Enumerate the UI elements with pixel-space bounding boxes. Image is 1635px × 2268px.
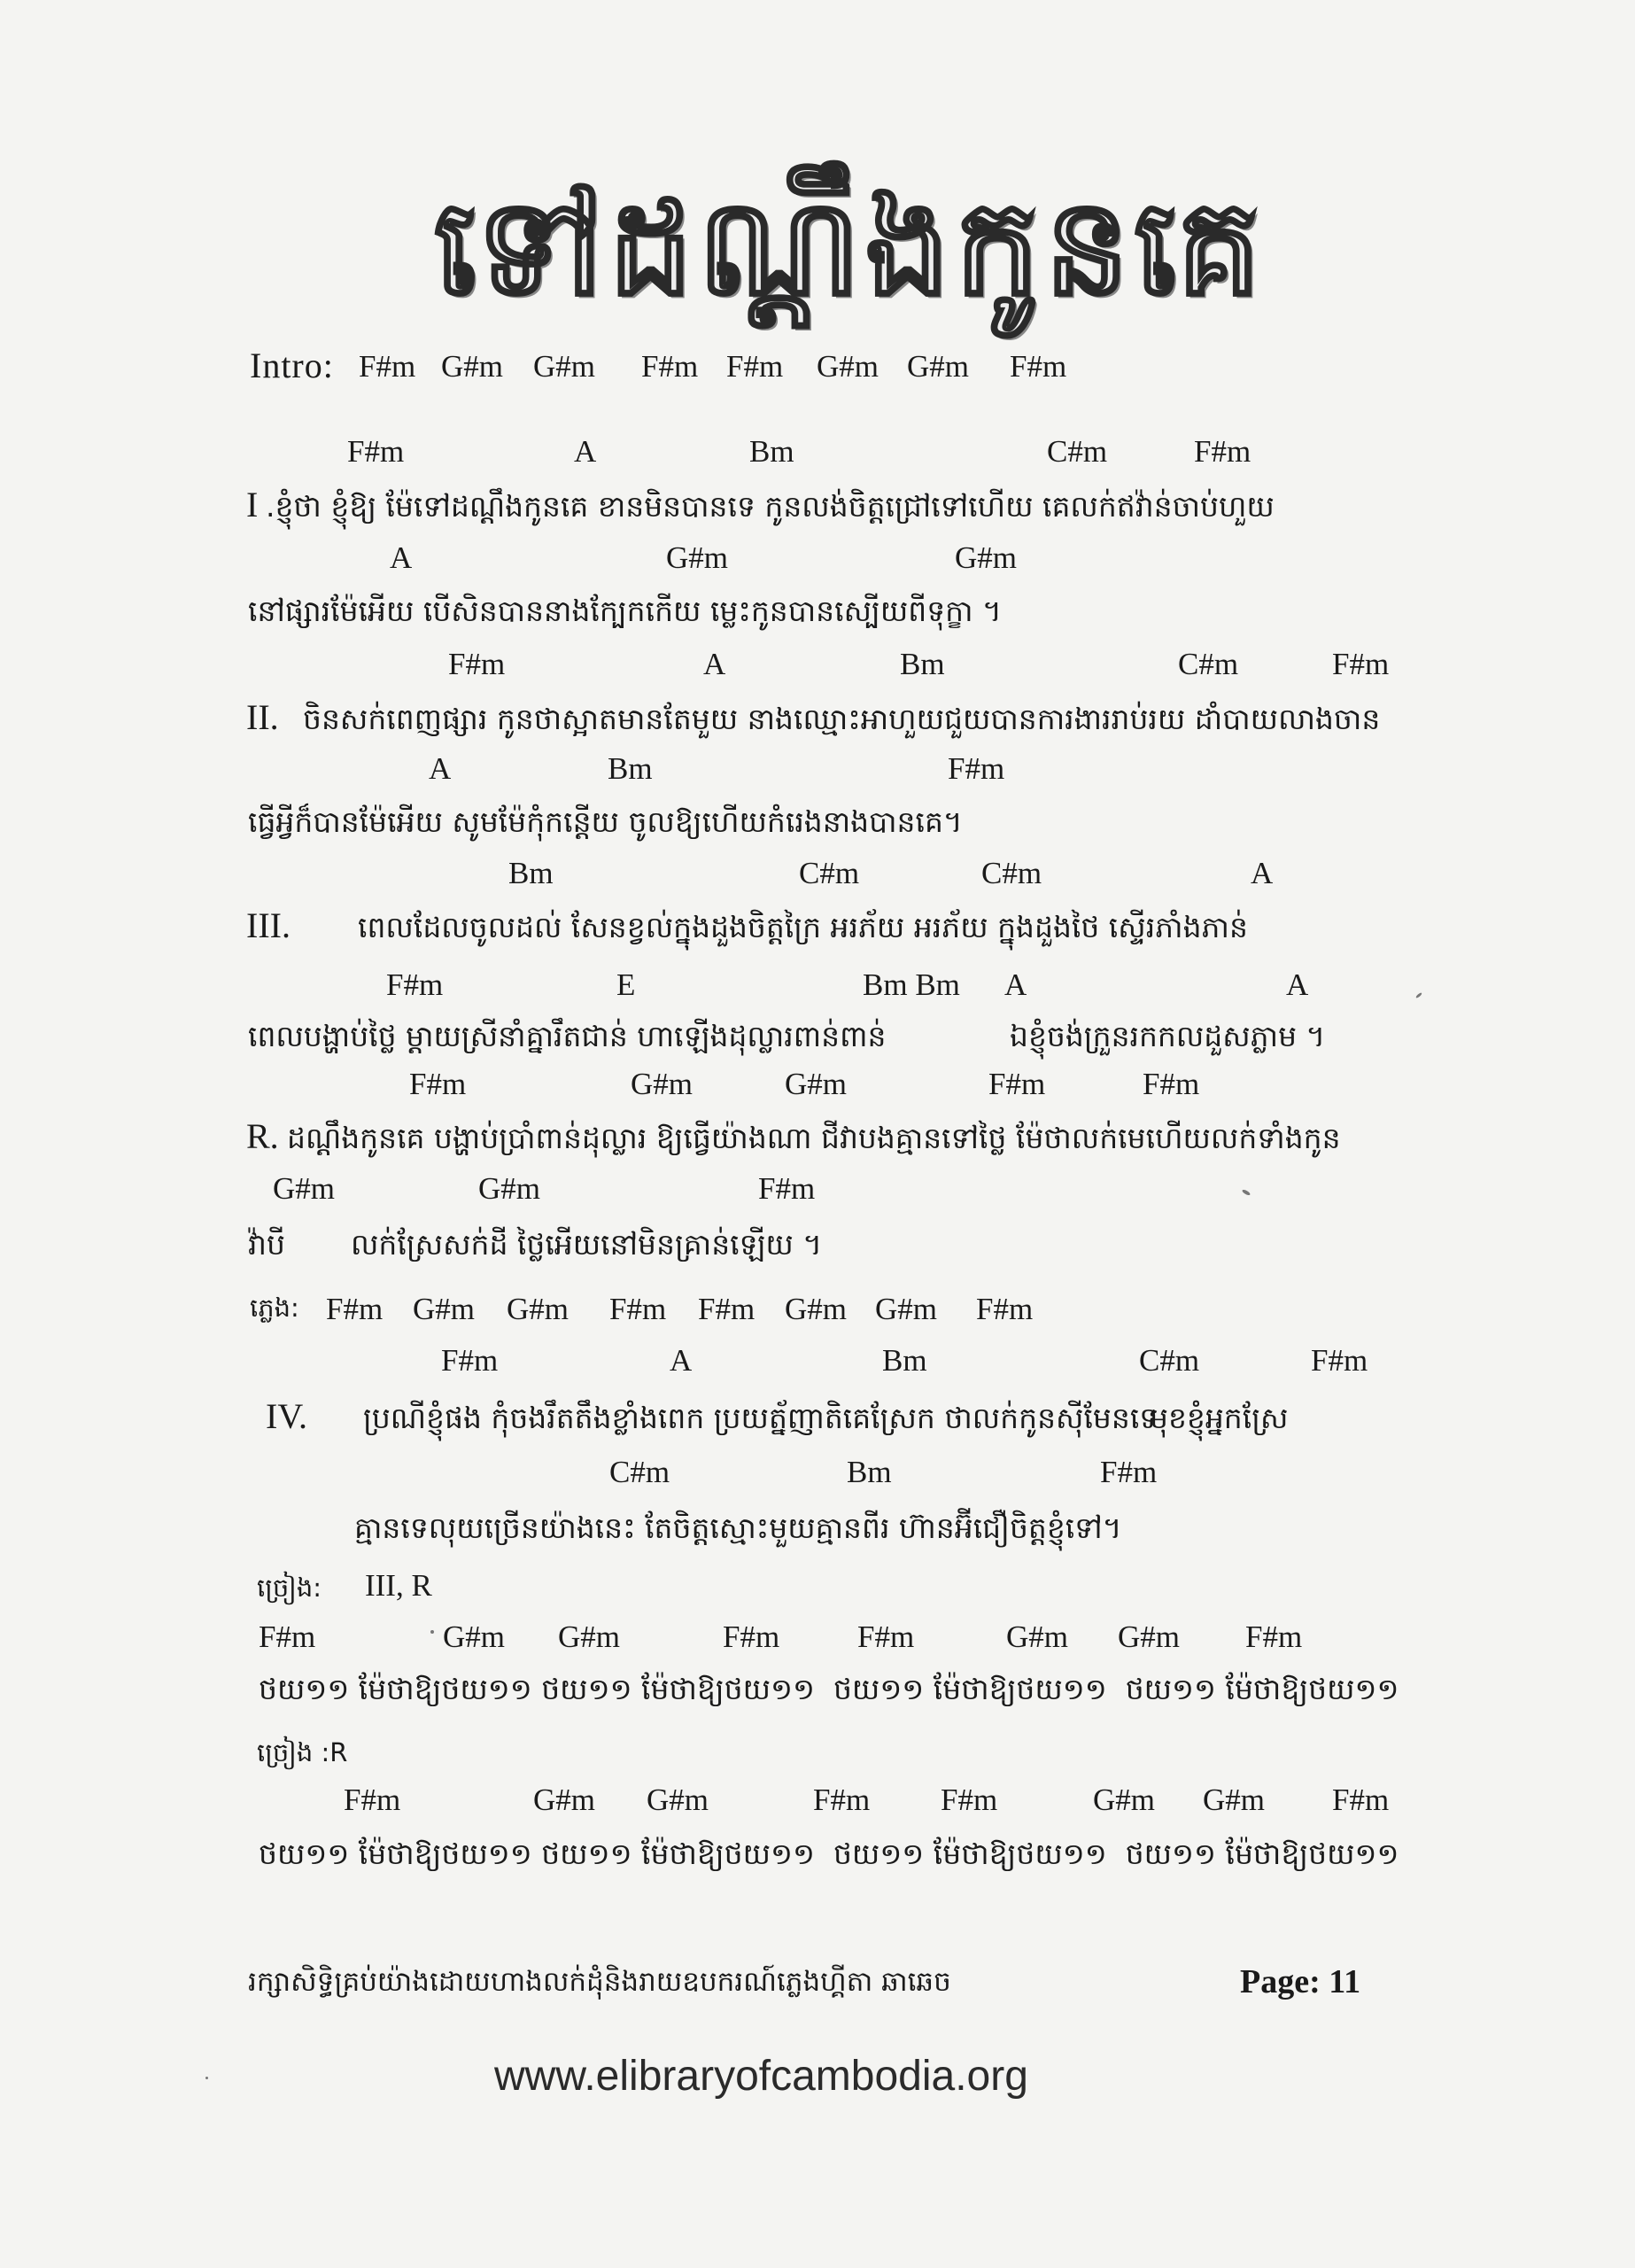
chord: Bm <box>900 647 945 681</box>
chord: Bm <box>749 434 794 469</box>
chord: A <box>1004 967 1027 1002</box>
chord: A <box>390 540 413 575</box>
chord: Bm Bm <box>863 967 960 1002</box>
interlude-label: ភ្លេង: <box>250 1293 299 1323</box>
chord: C#m <box>609 1455 670 1489</box>
refrain-label: R. <box>246 1116 279 1156</box>
chord: G#m <box>1203 1783 1265 1817</box>
chord: F#m <box>441 1343 499 1378</box>
lyric-line: .ខ្ញុំថា ខ្ញុំឱ្យ ម៉ែទៅដណ្ដឹងកូនគេ ខានមិនបានទេ កូនលង់ចិត្តជ្រៅទៅហើយ គេលក់ឥវ៉ាន់ចាប់ហួយ <box>266 489 1275 524</box>
chord: F#m <box>409 1067 467 1101</box>
chord: F#m <box>347 434 405 469</box>
intro-chord: G#m <box>441 349 503 384</box>
chord: A <box>1286 967 1309 1002</box>
website-url[interactable]: www.elibraryofcambodia.org <box>494 2053 1028 2100</box>
chord: G#m <box>273 1171 335 1206</box>
intro-chord: F#m <box>1010 349 1067 384</box>
chord: F#m <box>948 751 1005 786</box>
intro-chord: G#m <box>907 349 969 384</box>
interlude-chord: F#m <box>326 1292 384 1326</box>
lyric-line: ចិនសក់ពេញផ្សារ កូនថាស្អាតមានតែមួយ នាងឈ្មោះអាហួយជួយបានការងាររាប់រយ ដាំបាយលាងចាន <box>303 702 1381 736</box>
song-title: ទៅដណ្ដឹងកូនគេ <box>434 171 1267 325</box>
chord: F#m <box>448 647 506 681</box>
lyric-line: ថយ១១ ម៉ែថាឱ្យថយ១១ ថយ១១ ម៉ែថាឱ្យថយ១១ ថយ១១ ម៉ែថាឱ្យថយ១១ ថយ១១ ម៉ែថាឱ្យថយ១១ <box>259 1837 1399 1871</box>
chord: Bm <box>508 856 554 890</box>
chord: G#m <box>533 1783 595 1817</box>
chord: A <box>574 434 597 469</box>
chord: G#m <box>558 1619 620 1654</box>
lyric-line: វ៉ាបី <box>248 1227 285 1262</box>
interlude-chord: F#m <box>976 1292 1034 1326</box>
chord: F#m <box>1245 1619 1303 1654</box>
verse-label: I <box>246 485 259 524</box>
chord: F#m <box>857 1619 915 1654</box>
chord: A <box>1251 856 1274 890</box>
chord: F#m <box>813 1783 871 1817</box>
chord: F#m <box>988 1067 1046 1101</box>
intro-chord: G#m <box>817 349 879 384</box>
copyright-note: រក្សាសិទ្ធិគ្រប់យ៉ាងដោយហាងលក់ដុំនិងរាយឧបករណ៍ភ្លេងហ្គីតា ឆាឆេច <box>248 1966 951 1998</box>
intro-label: Intro: <box>250 346 334 385</box>
chord: G#m <box>666 540 728 575</box>
chord: F#m <box>386 967 444 1002</box>
interlude-chord: G#m <box>785 1292 847 1326</box>
intro-chord: F#m <box>359 349 416 384</box>
scan-speck <box>1242 1189 1251 1196</box>
chord: C#m <box>1139 1343 1200 1378</box>
lyric-line: ដណ្ដឹងកូនគេ បង្ហាប់ប្រាំពាន់ដុល្លារ ឱ្យធ្វើយ៉ាងណា ជីវាបងគ្មានទៅថ្លៃ ម៉ែថាលក់មេហើយលក់ទាំងកូន <box>287 1121 1341 1155</box>
chord: G#m <box>443 1619 505 1654</box>
interlude-chord: F#m <box>698 1292 756 1326</box>
chord: F#m <box>1143 1067 1200 1101</box>
lyric-line: លក់ស្រែសក់ដី ថ្លៃអើយនៅមិនគ្រាន់ឡើយ ។ <box>351 1227 823 1262</box>
chord: G#m <box>785 1067 847 1101</box>
lyric-line: ថយ១១ ម៉ែថាឱ្យថយ១១ ថយ១១ ម៉ែថាឱ្យថយ១១ ថយ១១ ម៉ែថាឱ្យថយ១១ ថយ១១ ម៉ែថាឱ្យថយ១១ <box>259 1672 1399 1706</box>
interlude-chord: G#m <box>413 1292 475 1326</box>
chord: F#m <box>1332 1783 1390 1817</box>
scan-speck <box>430 1630 434 1634</box>
intro-chord: G#m <box>533 349 595 384</box>
chord: F#m <box>1332 647 1390 681</box>
chord: G#m <box>1093 1783 1155 1817</box>
chord: F#m <box>1100 1455 1158 1489</box>
interlude-chord: G#m <box>875 1292 937 1326</box>
lyric-line: ឯខ្ញុំចង់ក្រួនរកកលដួសភ្លាម ។ <box>1010 1019 1326 1053</box>
scan-speck <box>1415 992 1422 998</box>
chord: F#m <box>259 1619 316 1654</box>
lyric-line: ពេលដែលចូលដល់ សែនខ្វល់ក្នុងដួងចិត្តក្រៃ អរភ័យ អរភ័យ ក្នុងដួងថៃ ស្ទើរភាំងភាន់ <box>358 910 1248 944</box>
chord: G#m <box>647 1783 709 1817</box>
chord: C#m <box>1047 434 1108 469</box>
sing-label: ច្រៀង :R <box>257 1737 348 1767</box>
chord: F#m <box>1311 1343 1368 1378</box>
chord: C#m <box>1178 647 1239 681</box>
lyric-line: គ្មានទេលុយច្រើនយ៉ាងនេះ តែចិត្តស្មោះមួយគ្មានពីរ ហ៊ានអ៊ីជឿចិត្តខ្ញុំទៅ។ <box>354 1511 1122 1545</box>
verse-label: II. <box>246 697 279 737</box>
chord: F#m <box>758 1171 816 1206</box>
chord: F#m <box>1194 434 1251 469</box>
intro-chord: F#m <box>641 349 699 384</box>
intro-chord: F#m <box>726 349 784 384</box>
chord: G#m <box>1118 1619 1180 1654</box>
chord: F#m <box>723 1619 780 1654</box>
lyric-line: ប្រណីខ្ញុំផង កុំចងរឹតតឹងខ្លាំងពេក ប្រយត្ន័ញាតិគេស្រែក ថាលក់កូនស៊ីមែនទេ <box>363 1401 1158 1435</box>
chord: C#m <box>799 856 860 890</box>
chord: Bm <box>882 1343 927 1378</box>
verse-label: III. <box>246 905 291 945</box>
lyric-line: នៅផ្សារម៉ែអើយ បើសិនបាននាងក្បែកកើយ ម្លេះកូនបានស្បើយពីទុក្ខា ។ <box>248 594 1002 628</box>
chord: F#m <box>941 1783 998 1817</box>
interlude-chord: G#m <box>507 1292 569 1326</box>
chord: A <box>670 1343 693 1378</box>
chord: E <box>616 967 636 1002</box>
page-number: Page: 11 <box>1240 1963 1361 2000</box>
verse-label: IV. <box>266 1396 308 1436</box>
interlude-chord: F#m <box>609 1292 667 1326</box>
lyric-line: ពេលបង្ហាប់ថ្លៃ ម្ដាយស្រីនាំគ្នារឹតជាន់ ហាឡើងដុល្លារពាន់ពាន់ <box>248 1019 887 1053</box>
chord: Bm <box>847 1455 892 1489</box>
chord: G#m <box>478 1171 540 1206</box>
lyric-line: ធ្វើអ្វីក៏បានម៉ែអើយ សូមម៉ែកុំកន្តើយ ចូលឱ្យហើយកំរេងនាងបានគេ។ <box>248 804 963 839</box>
chord: C#m <box>981 856 1042 890</box>
lyric-line: មុខខ្ញុំអ្នកស្រែ <box>1150 1401 1289 1435</box>
chord: G#m <box>955 540 1017 575</box>
chord: A <box>703 647 726 681</box>
scan-speck <box>205 2077 208 2079</box>
chord: G#m <box>631 1067 693 1101</box>
chord: A <box>429 751 452 786</box>
chord: Bm <box>608 751 653 786</box>
sing-label: ច្រៀង: <box>257 1573 322 1603</box>
sing-value: III, R <box>365 1568 432 1603</box>
chord: F#m <box>344 1783 401 1817</box>
chord: G#m <box>1006 1619 1068 1654</box>
